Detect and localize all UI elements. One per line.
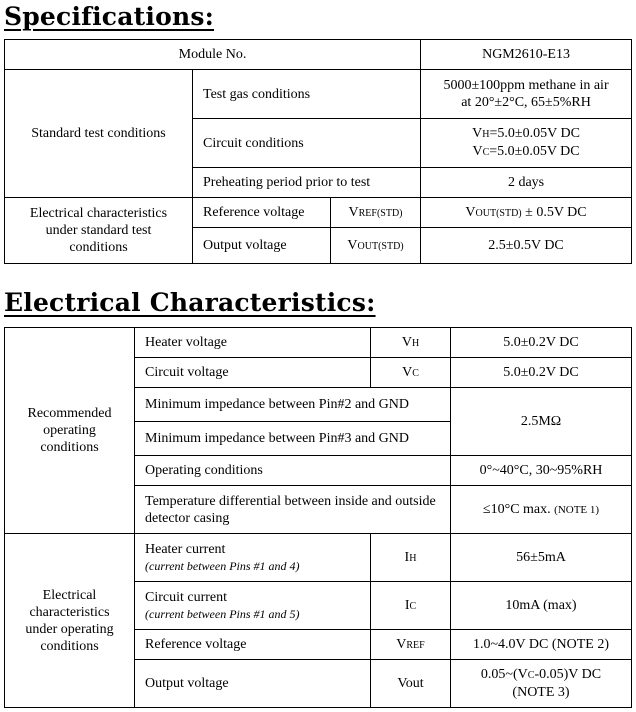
vh-condition: VH=5.0±0.05V DC bbox=[472, 126, 580, 141]
std-reference-voltage-label: Reference voltage bbox=[193, 198, 331, 228]
circuit-voltage-symbol: VC bbox=[371, 358, 451, 388]
circuit-current-symbol: IC bbox=[371, 582, 451, 630]
recommended-conditions-label: Recommended operating conditions bbox=[5, 328, 135, 534]
reference-voltage-label: Reference voltage bbox=[135, 630, 371, 660]
heater-voltage-row bbox=[5, 328, 632, 358]
specifications-heading: Specifications: bbox=[4, 2, 215, 31]
heater-voltage-label: Heater voltage bbox=[135, 328, 371, 358]
preheat-label: Preheating period prior to test bbox=[193, 168, 421, 198]
min-impedance-pin3-label: Minimum impedance between Pin#3 and GND bbox=[135, 422, 451, 456]
temperature-differential-value: ≤10°C max. (NOTE 1) bbox=[451, 486, 632, 534]
reference-voltage-symbol: VREF bbox=[371, 630, 451, 660]
min-impedance-pin2-label: Minimum impedance between Pin#2 and GND bbox=[135, 388, 451, 422]
electrical-std-label: Electrical characteristics under standard test conditions bbox=[5, 198, 193, 264]
standard-test-conditions-label: Standard test conditions bbox=[5, 70, 193, 198]
test-gas-row bbox=[5, 70, 632, 119]
reference-voltage-value: 1.0~4.0V DC (NOTE 2) bbox=[451, 630, 632, 660]
electrical-operating-label: Electrical characteristics under operating conditions bbox=[5, 534, 135, 708]
heater-voltage-symbol: VH bbox=[371, 328, 451, 358]
circuit-voltage-value: 5.0±0.2V DC bbox=[451, 358, 632, 388]
operating-conditions-label: Operating conditions bbox=[135, 456, 451, 486]
output-voltage-symbol: Vout bbox=[371, 660, 451, 708]
test-gas-value-line1: 5000±100ppm methane in air bbox=[443, 78, 609, 93]
heater-current-sublabel: (current between Pins #1 and 4) bbox=[145, 558, 300, 573]
electrical-characteristics-heading: Electrical Characteristics: bbox=[4, 288, 376, 317]
circuit-conditions-label: Circuit conditions bbox=[193, 119, 421, 168]
std-output-voltage-label: Output voltage bbox=[193, 228, 331, 264]
heater-current-row bbox=[5, 534, 632, 582]
test-gas-value bbox=[421, 70, 632, 119]
output-voltage-note: (NOTE 3) bbox=[512, 685, 570, 700]
output-voltage-label: Output voltage bbox=[135, 660, 371, 708]
heater-current-symbol: IH bbox=[371, 534, 451, 582]
test-gas-label: Test gas conditions bbox=[193, 70, 421, 119]
heater-current-label: Heater current (current between Pins #1 and 4) bbox=[135, 534, 371, 582]
electrical-characteristics-table bbox=[4, 327, 632, 708]
test-gas-value-line2: at 20°±2°C, 65±5%RH bbox=[461, 95, 591, 110]
temperature-differential-label: Temperature differential between inside and outside detector casing bbox=[135, 486, 451, 534]
preheat-value: 2 days bbox=[421, 168, 632, 198]
operating-conditions-value: 0°~40°C, 30~95%RH bbox=[451, 456, 632, 486]
std-output-voltage-symbol: VOUT(STD) bbox=[331, 228, 421, 264]
std-reference-voltage-value: VOUT(STD) ± 0.5V DC bbox=[421, 198, 632, 228]
output-voltage-value: 0.05~(VC-0.05)V DC (NOTE 3) bbox=[451, 660, 632, 708]
module-label: Module No. bbox=[5, 40, 421, 70]
circuit-voltage-label: Circuit voltage bbox=[135, 358, 371, 388]
circuit-current-label: Circuit current (current between Pins #1 and 5) bbox=[135, 582, 371, 630]
std-reference-voltage-row bbox=[5, 198, 632, 228]
min-impedance-value: 2.5MΩ bbox=[451, 388, 632, 456]
heater-current-value: 56±5mA bbox=[451, 534, 632, 582]
circuit-conditions-value bbox=[421, 119, 632, 168]
circuit-current-value: 10mA (max) bbox=[451, 582, 632, 630]
heater-voltage-value: 5.0±0.2V DC bbox=[451, 328, 632, 358]
circuit-current-sublabel: (current between Pins #1 and 5) bbox=[145, 606, 300, 621]
std-reference-voltage-symbol: VREF(STD) bbox=[331, 198, 421, 228]
std-output-voltage-value: 2.5±0.5V DC bbox=[421, 228, 632, 264]
module-row bbox=[5, 40, 632, 70]
vc-condition: VC=5.0±0.05V DC bbox=[472, 144, 580, 159]
specifications-table bbox=[4, 39, 632, 264]
module-value: NGM2610-E13 bbox=[421, 40, 632, 70]
